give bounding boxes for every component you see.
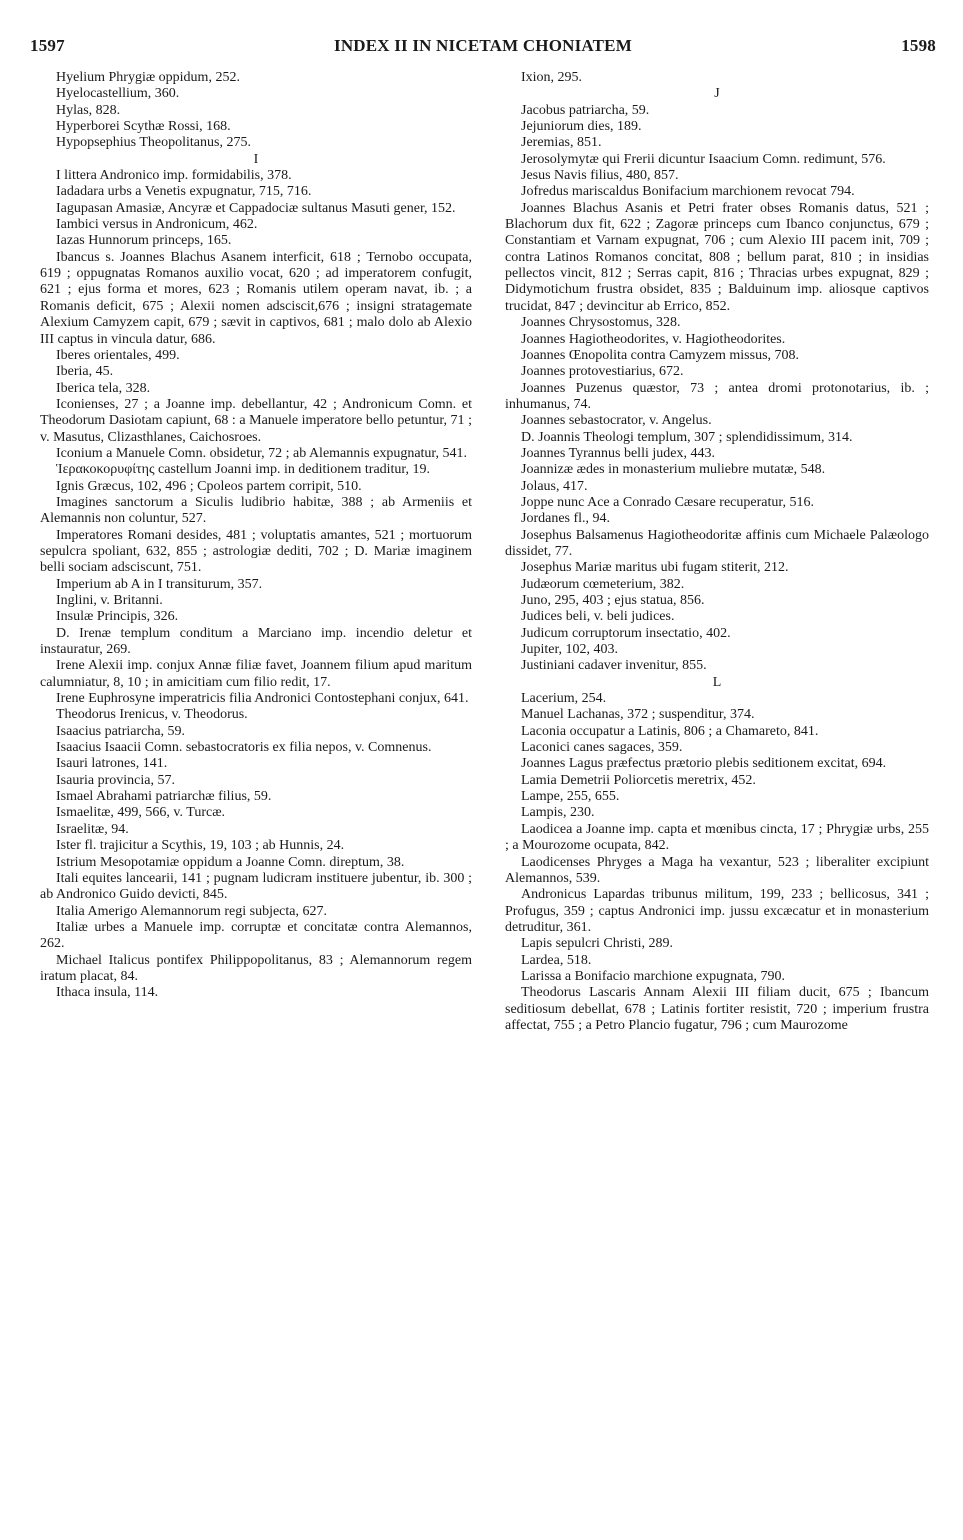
index-entry: Jacobus patriarcha, 59. (521, 102, 650, 118)
index-entry: Iberica tela, 328. (56, 380, 151, 396)
index-entry: Laconia occupatur a Latinis, 806 ; a Chamareto, 841. (521, 723, 819, 739)
index-entry: Lapis sepulcri Christi, 289. (521, 936, 674, 952)
index-entry: Jupiter, 102, 403. (521, 642, 619, 658)
index-entry: Isauri latrones, 141. (56, 756, 168, 772)
index-entry: Judicum corruptorum insectatio, 402. (521, 625, 731, 641)
index-entry: Lampis, 230. (521, 805, 595, 821)
index-entry: Hyperborei Scythæ Rossi, 168. (56, 119, 231, 135)
index-entry: Hylas, 828. (56, 102, 121, 118)
index-entry: Jejuniorum dies, 189. (521, 119, 642, 135)
index-entry: Lampe, 255, 655. (521, 789, 620, 805)
index-entry: Joannes Œnopolita contra Camyzem missus, 708. (521, 347, 800, 363)
index-entry: Istrium Mesopotamiæ oppidum a Joanne Comn. direptum, 38. (56, 854, 405, 870)
index-entry: Ithaca insula, 114. (56, 985, 159, 1001)
page-header (30, 36, 936, 60)
index-entry: Jolaus, 417. (521, 478, 588, 494)
index-entry: Judæorum cœmeterium, 382. (521, 576, 685, 592)
index-entry: Joannes Hagiotheodorites, v. Hagiotheodorites. (521, 331, 786, 347)
index-entry: Jordanes fl., 94. (521, 511, 611, 527)
index-entry: Iazas Hunnorum princeps, 165. (56, 233, 232, 249)
index-entry: Joannes Blachus Asanis et Petri frater obses Romanis datus, 521 ; Blachorum dux fit, 622 ; Zagoræ princeps cum Ibanco conjunctus, 679 ; Constantiam et Varnam expugnat, 706 ; cum Alexio III pacem init, 709 ; contra Latinos Romanos concitat, 808 ; bellum parat, 810 ; in insidias pellectos vincit, 812 ; Serras capit, 816 ; Thracias urbes expugnat, 829 ; Didymotichum frustra obsidet, 835 ; Balduinum imp. aliosque captivos trucidat, 847 ; devincitur ab Errico, 852. (505, 200, 929, 314)
index-entry: Irene Alexii imp. conjux Annæ filiæ favet, Joannem filium apud maritum calumniatur, 8, 10 ; in amicitiam cum filio redit, 17. (40, 658, 472, 690)
index-entry: Iagupasan Amasiæ, Ancyræ et Cappadociæ sultanus Masuti gener, 152. (56, 200, 456, 216)
index-entry: Iambici versus in Andronicum, 462. (56, 217, 258, 233)
index-entry: Imperium ab A in I transiturum, 357. (56, 576, 263, 592)
index-entry: Joannes protovestiarius, 672. (521, 364, 684, 380)
index-entry: Joannes Lagus præfectus prætorio plebis seditionem excitat, 694. (521, 756, 887, 772)
index-entry: Laconici canes sagaces, 359. (521, 740, 683, 756)
section-letter: J (714, 86, 720, 102)
index-entry: Josephus Balsamenus Hagiotheodoritæ affinis cum Michaele Palæologo dissidet, 77. (505, 527, 929, 559)
section-letter: I (253, 151, 259, 167)
index-entry: Joannes sebastocrator, v. Angelus. (521, 413, 712, 429)
index-entry: Imperatores Romani desides, 481 ; voluptatis amantes, 521 ; mortuorum sepulcra spoliant, 632, 855 ; astrologiæ dediti, 702 ; D. Mariæ imaginem belli sociam adsciscunt, 751. (40, 527, 472, 576)
index-entry: Laodicea a Joanne imp. capta et mœnibus cincta, 17 ; Phrygiæ urbs, 255 ; a Mourozome ocupata, 842. (505, 821, 929, 854)
index-entry: Iberes orientales, 499. (56, 347, 180, 363)
index-entry: Joannes Chrysostomus, 328. (521, 315, 681, 331)
index-entry: Juno, 295, 403 ; ejus statua, 856. (521, 593, 705, 608)
index-entry: Italiæ urbes a Manuele imp. corruptæ et concitatæ contra Alemannos, 262. (40, 919, 472, 952)
index-entry: Italia Amerigo Alemannorum regi subjecta, 627. (56, 903, 327, 919)
index-entry: Hypopsephius Theopolitanus, 275. (56, 135, 251, 151)
index-entry: Theodorus Lascaris Annam Alexii III filiam ducit, 675 ; Ibancum seditiosum debellat, 678 ; Latinis fortiter resistit, 720 ; imperium frustra affectat, 755 ; a Petro Plancio fugatur, 796 ; cum Maurozome (505, 985, 929, 1033)
index-entry: Justiniani cadaver invenitur, 855. (521, 658, 707, 674)
section-letter: L (712, 674, 722, 690)
index-entry: Lardea, 518. (521, 952, 592, 968)
index-entry: Joppe nunc Ace a Conrado Cæsare recuperatur, 516. (521, 494, 814, 510)
index-entry: Josephus Mariæ maritus ubi fugam stiterit, 212. (521, 560, 789, 576)
index-entry: Israelitæ, 94. (56, 821, 129, 837)
index-entry: Ignis Græcus, 102, 496 ; Cpoleos partem corripit, 510. (56, 478, 362, 494)
index-entry: Ibancus s. Joannes Blachus Asanem interficit, 618 ; Ternobo occupata, 619 ; oppugnatas Romanos auxilio vocat, 620 ; ad imperatorem confugit, 621 ; ejus forma et mores, 623 ; Romanis utilem operam navat, ib. ; a Romanis deficit, 675 ; Alexii nomen adsciscit,676 ; insigni stratagemate Alexium Camyzem capit, 679 ; sævit in captivos, 681 ; malo dolo ab Alexio III captus in vincula datur, 686. (40, 249, 472, 347)
index-entry: Iconium a Manuele Comn. obsidetur, 72 ; ab Alemannis expugnatur, 541. (56, 445, 468, 461)
index-entry: Jeremias, 851. (521, 135, 602, 151)
index-entry: D. Irenæ templum conditum a Marciano imp. incendio deletur et instauratur, 269. (40, 625, 472, 658)
index-entry: Larissa a Bonifacio marchione expugnata, 790. (521, 968, 785, 984)
index-entry: Judices beli, v. beli judices. (521, 609, 675, 625)
index-column-left (40, 70, 472, 1002)
index-entry: Ixion, 295. (521, 70, 583, 85)
index-entry: Isaacius patriarcha, 59. (56, 723, 186, 739)
page-number-right: 1598 (901, 36, 936, 55)
index-entry: Iberia, 45. (56, 364, 114, 380)
index-entry: Jesus Navis filius, 480, 857. (521, 168, 679, 184)
index-entry: Ἱερακοκορυφίτης castellum Joanni imp. in deditionem traditur, 19. (56, 462, 431, 478)
index-entry: Jerosolymytæ qui Frerii dicuntur Isaacium Comn. redimunt, 576. (521, 151, 886, 167)
index-entry: Hyelocastellium, 360. (56, 86, 180, 102)
index-entry: Ismael Abrahami patriarchæ filius, 59. (56, 789, 272, 805)
index-entry: D. Joannis Theologi templum, 307 ; splendidissimum, 314. (521, 429, 853, 445)
index-entry: Joannes Puzenus quæstor, 73 ; antea dromi protonotarius, ib. ; inhumanus, 74. (505, 380, 929, 412)
index-entry: Lamia Demetrii Poliorcetis meretrix, 452. (521, 772, 756, 788)
index-entry: Andronicus Lapardas tribunus militum, 199, 233 ; bellicosus, 341 ; Profugus, 359 ; captus Andronici imp. jussu excæcatur et in monasterium detruditur, 361. (505, 887, 929, 935)
index-entry: Joannes Tyrannus belli judex, 443. (521, 445, 715, 461)
index-entry: Hyelium Phrygiæ oppidum, 252. (56, 70, 240, 85)
page-title: INDEX II IN NICETAM CHONIATEM (334, 36, 632, 55)
index-entry: Imagines sanctorum a Siculis ludibrio habitæ, 388 ; ab Armeniis et Alemannis non coluntur, 527. (40, 494, 472, 527)
index-entry: Irene Euphrosyne imperatricis filia Andronici Contostephani conjux, 641. (56, 691, 469, 707)
index-entry: Ismaelitæ, 499, 566, v. Turcæ. (56, 805, 226, 821)
index-entry: Michael Italicus pontifex Philippopolitanus, 83 ; Alemannorum regem iratum placat, 84. (40, 952, 472, 984)
index-entry: Insulæ Principis, 326. (56, 609, 179, 625)
index-entry: Theodorus Irenicus, v. Theodorus. (56, 707, 248, 723)
index-entry: Isaacius Isaacii Comn. sebastocratoris ex filia nepos, v. Comnenus. (56, 740, 432, 756)
index-entry: Iconienses, 27 ; a Joanne imp. debellantur, 42 ; Andronicum Comn. et Theodorum Dasiotam capiunt, 68 : a Manuele imperatore bello petuntur, 71 ; v. Masutus, Clizasthlanes, Caichosroes. (40, 396, 472, 445)
index-entry: Lacerium, 254. (521, 691, 607, 707)
page-number-left: 1597 (30, 36, 65, 55)
index-entry: Ister fl. trajicitur a Scythis, 19, 103 ; ab Hunnis, 24. (56, 838, 345, 854)
index-entry: Itali equites lancearii, 141 ; pugnam ludicram instituere jubentur, ib. 300 ; ab Andronico Guido devicti, 845. (40, 870, 472, 903)
index-entry: I littera Andronico imp. formidabilis, 378. (56, 168, 292, 184)
index-entry: Joannizæ ædes in monasterium muliebre mutatæ, 548. (521, 462, 826, 478)
index-column-right (505, 70, 929, 1034)
index-entry: Inglini, v. Britanni. (56, 593, 163, 608)
index-entry: Iadadara urbs a Venetis expugnatur, 715, 716. (56, 184, 312, 200)
index-entry: Laodicenses Phryges a Maga ha vexantur, 523 ; liberaliter excipiunt Alemannos, 539. (505, 854, 929, 886)
index-entry: Jofredus mariscaldus Bonifacium marchionem revocat 794. (521, 184, 855, 200)
index-entry: Isauria provincia, 57. (56, 772, 175, 788)
index-entry: Manuel Lachanas, 372 ; suspenditur, 374. (521, 707, 755, 723)
